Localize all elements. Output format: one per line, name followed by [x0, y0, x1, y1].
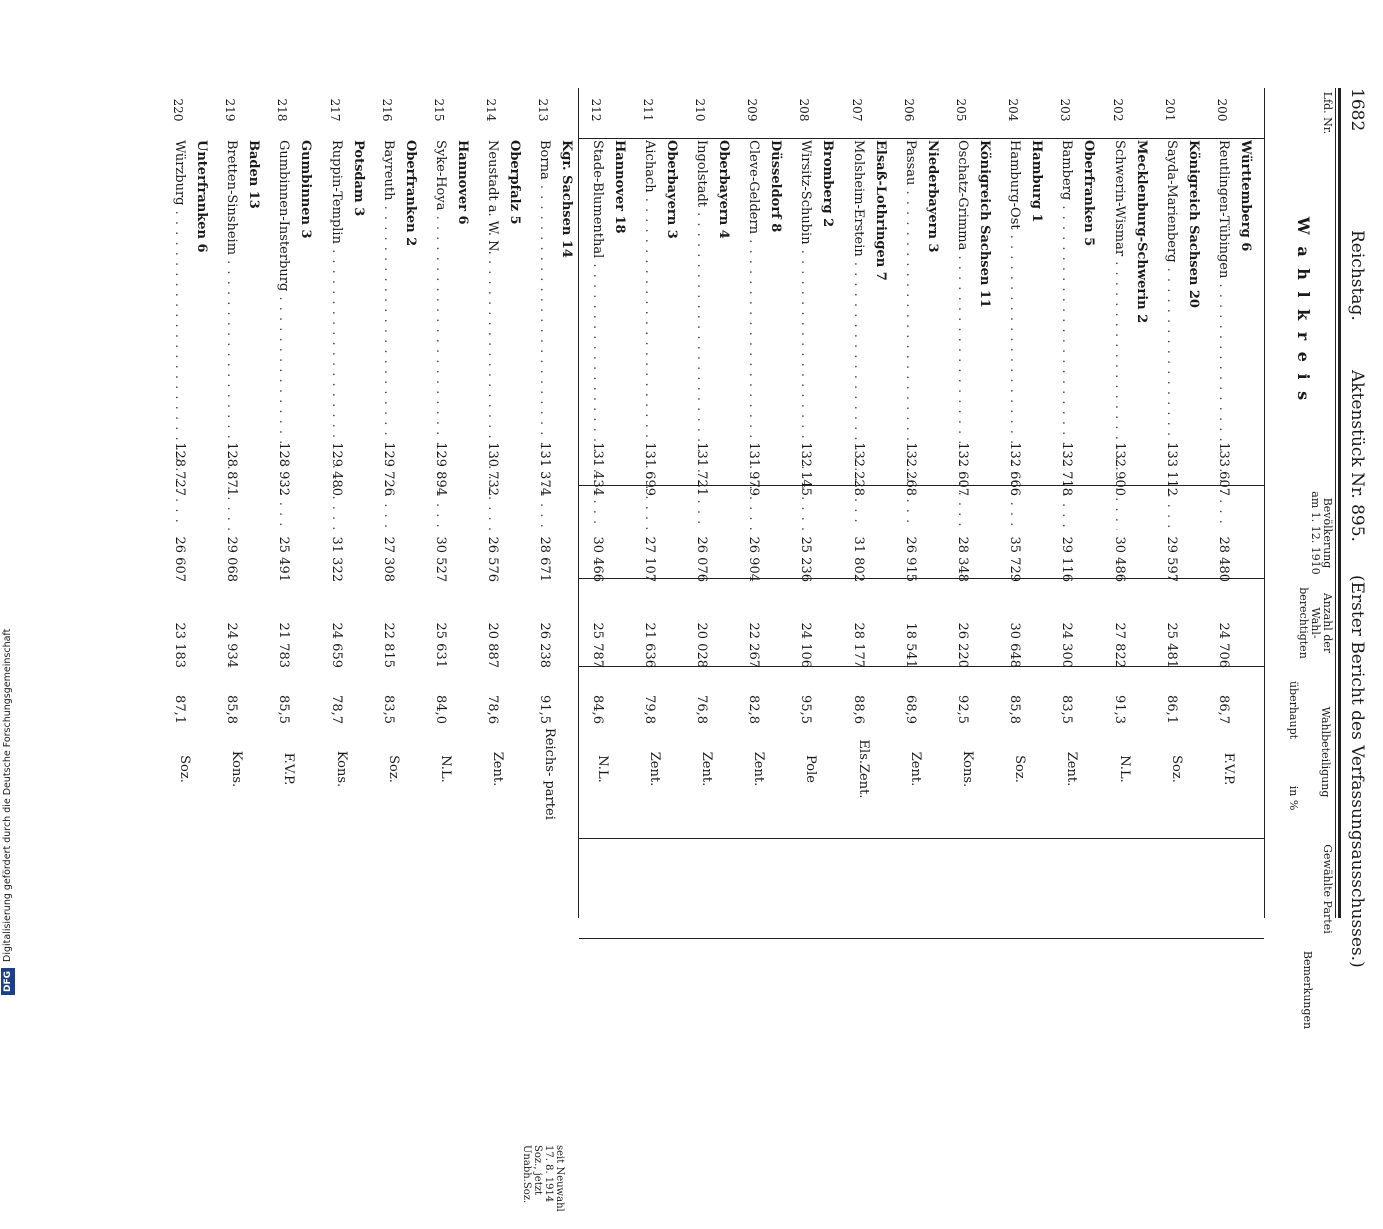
- population-value: 131 979: [746, 442, 762, 496]
- row-number: 213: [536, 98, 551, 122]
- district-name: Elsaß-Lothringen 7: [872, 140, 888, 281]
- district-subname: Reutlingen-Tübingen . . .: [1216, 140, 1231, 530]
- col-bevoelkerung: Bevölkerung am 1. 12. 1910: [1309, 491, 1334, 575]
- turnout-total-value: 24 706: [1216, 622, 1231, 668]
- district-subname: Borna . . .: [537, 140, 552, 530]
- eligible-voters-value: 26 576: [485, 536, 501, 582]
- table-row: [994, 88, 1046, 918]
- turnout-total-value: 27 822: [1111, 622, 1127, 668]
- table-row: [159, 88, 211, 918]
- elected-party: N.L.: [594, 755, 610, 783]
- turnout-percent-value: 91,3: [1111, 695, 1127, 724]
- row-number: 214: [484, 98, 499, 122]
- district-subname: Stade-Blumenthal . . .: [590, 140, 605, 530]
- population-value: 128 727: [172, 442, 187, 496]
- eligible-voters-value: 29 116: [1059, 536, 1075, 582]
- row-number: 201: [1162, 98, 1177, 122]
- turnout-total-value: 21 783: [276, 622, 292, 668]
- table-row: [733, 88, 785, 918]
- district-name: Unterfranken 6: [194, 140, 209, 253]
- logo-mark: DFG: [1, 968, 15, 995]
- district-name: Mecklenburg-Schwerin 2: [1133, 140, 1149, 324]
- eligible-voters-value: 35 729: [1007, 536, 1023, 582]
- eligible-voters-value: 30 466: [589, 536, 605, 582]
- row-number: 212: [588, 98, 603, 122]
- district-subname: Bretten-Sinsheim . . .: [224, 140, 239, 530]
- district-name: Baden 13: [246, 140, 262, 209]
- header-middle: Aktenstück Nr. 895.: [1347, 370, 1367, 542]
- district-subname: Sayda-Marienberg . . .: [1164, 140, 1179, 530]
- table-row: [1099, 88, 1151, 918]
- population-value: 131 434: [589, 442, 605, 496]
- population-value: 132 718: [1059, 442, 1075, 496]
- turnout-total-value: 21 636: [641, 622, 657, 668]
- page-header: [1343, 0, 1373, 1000]
- table-row: [890, 88, 942, 918]
- table-row: [420, 88, 472, 918]
- district-subname: Syke-Hoya . . .: [433, 140, 448, 530]
- table-row: [1046, 88, 1098, 918]
- row-number: 206: [901, 98, 916, 122]
- population-value: 128 932: [276, 442, 292, 496]
- population-value: 128 871: [224, 442, 240, 496]
- turnout-percent-value: 85,8: [1007, 695, 1023, 724]
- elected-party: Zent.: [699, 751, 714, 787]
- table-row: [368, 88, 420, 918]
- table-row: [1151, 88, 1203, 918]
- turnout-total-value: 24 300: [1059, 622, 1075, 668]
- population-value: 132 145: [798, 442, 814, 496]
- population-value: 132 900: [1111, 442, 1127, 496]
- header-rule: [1264, 88, 1265, 918]
- table-row: [838, 88, 890, 918]
- table-row: [942, 88, 994, 918]
- elected-party: Kons.: [333, 750, 349, 788]
- district-subname: Passau . . .: [903, 140, 918, 530]
- row-number: 203: [1058, 98, 1073, 122]
- turnout-percent-value: 76,8: [694, 695, 709, 724]
- turnout-percent-value: 86,1: [1163, 695, 1179, 724]
- table-row: [472, 88, 524, 918]
- col-wahlberechtigte: Anzahl der Wahl- berechtigten: [1297, 587, 1334, 659]
- turnout-percent-value: 86,7: [1216, 695, 1231, 724]
- row-number: 215: [432, 98, 446, 122]
- turnout-total-value: 22 267: [746, 622, 762, 668]
- row-number: 216: [379, 98, 394, 122]
- district-name: Württemberg 6: [1238, 140, 1253, 252]
- turnout-percent-value: 91,5: [537, 695, 553, 724]
- top-rule-thin: [1335, 88, 1336, 918]
- table-row: [263, 88, 315, 918]
- turnout-total-value: 30 648: [1007, 622, 1023, 668]
- turnout-total-value: 24 659: [328, 622, 344, 668]
- elected-party: Soz.: [1168, 755, 1184, 783]
- row-number: 217: [327, 98, 342, 122]
- district-subname: Molsheim-Erstein . . .: [851, 140, 866, 530]
- row-number: 211: [640, 98, 655, 122]
- row-number: 220: [171, 98, 185, 122]
- district-subname: Würzburg . . .: [172, 140, 187, 530]
- turnout-percent-value: 83,5: [1059, 695, 1075, 724]
- col-ueberhaupt: überhaupt: [1287, 680, 1300, 740]
- row-number: 207: [849, 98, 864, 122]
- turnout-total-value: 25 631: [433, 622, 448, 668]
- elected-party: Els.Zent.: [855, 739, 871, 799]
- table-row: [577, 88, 629, 918]
- table-row: [1203, 88, 1255, 918]
- eligible-voters-value: 28 480: [1216, 536, 1231, 582]
- top-rule: [1338, 88, 1341, 918]
- district-name: Hamburg 1: [1029, 140, 1045, 223]
- col-nr: Lfd. Nr.: [1321, 91, 1334, 135]
- elected-party: F.V.P.: [281, 752, 297, 786]
- eligible-voters-value: 31 802: [850, 536, 866, 582]
- side-strip: [0, 600, 16, 995]
- eligible-voters-value: 26 607: [172, 536, 187, 582]
- district-name: Bromberg 2: [820, 140, 836, 228]
- col-prozent: in %: [1287, 785, 1300, 811]
- district-name: Potsdam 3: [350, 140, 366, 217]
- eligible-voters-value: 27 107: [641, 536, 657, 582]
- elected-party: Kons.: [229, 750, 245, 788]
- row-number: 200: [1215, 98, 1229, 122]
- eligible-voters-value: 28 348: [955, 536, 970, 582]
- turnout-total-value: 24 934: [224, 622, 240, 668]
- population-value: 133 112: [1163, 442, 1179, 496]
- elected-party: N.L.: [1116, 755, 1132, 783]
- elected-party: Soz.: [1012, 755, 1028, 783]
- population-value: 133 607: [1216, 442, 1231, 496]
- population-value: 130 732: [485, 442, 501, 496]
- side-note: Digitalisierung gefördert durch die Deutsche Forschungsgemeinschaft: [2, 628, 13, 962]
- page-number: 1682: [1347, 88, 1367, 132]
- elected-party: Soz.: [385, 755, 401, 783]
- row-number: 205: [954, 98, 968, 122]
- population-value: 132 228: [850, 442, 866, 496]
- district-name: Kgr. Sachsen 14: [559, 140, 575, 258]
- population-value: 131 721: [694, 442, 709, 496]
- turnout-percent-value: 78,6: [485, 695, 501, 724]
- turnout-percent-value: 87,1: [172, 695, 187, 724]
- district-subname: Bamberg . . .: [1059, 140, 1074, 530]
- district-subname: Aichach . . .: [642, 140, 657, 530]
- elected-party: Zent.: [751, 751, 767, 787]
- population-value: 132 666: [1007, 442, 1023, 496]
- row-number: 209: [745, 98, 760, 122]
- district-subname: Hamburg-Ost . . .: [1007, 140, 1022, 530]
- col-wahlbeteiligung: Wahlbeteiligung: [1319, 706, 1332, 798]
- district-subname: Wirsitz-Schubin . . .: [798, 140, 813, 530]
- turnout-total-value: 22 815: [380, 622, 396, 668]
- row-number: 202: [1110, 98, 1125, 122]
- elected-party: Pole: [803, 755, 819, 783]
- population-value: 129 894: [433, 442, 448, 496]
- turnout-total-value: 24 106: [798, 622, 814, 668]
- turnout-percent-value: 78,7: [328, 695, 344, 724]
- col-bemerkungen: Bemerkungen: [1301, 950, 1314, 1030]
- eligible-voters-value: 31 322: [328, 536, 344, 582]
- elected-party: Kons.: [960, 750, 975, 788]
- district-name: Oberbayern 4: [716, 140, 731, 239]
- divider: [579, 938, 1264, 939]
- table-row: [524, 88, 576, 918]
- eligible-voters-value: 26 915: [902, 536, 918, 582]
- turnout-percent-value: 83,5: [380, 695, 396, 724]
- eligible-voters-value: 25 491: [276, 536, 292, 582]
- district-name: Oberpfalz 5: [507, 140, 523, 225]
- eligible-voters-value: 30 527: [433, 536, 448, 582]
- district-name: Niederbayern 3: [924, 140, 940, 253]
- turnout-percent-value: 95,5: [798, 695, 814, 724]
- turnout-percent-value: 82,8: [746, 695, 762, 724]
- district-subname: Oschatz-Grimma . . .: [955, 140, 970, 530]
- district-name: Königreich Sachsen 20: [1185, 140, 1201, 308]
- district-subname: Ruppin-Templin . . .: [329, 140, 344, 530]
- table-row: [629, 88, 681, 918]
- district-name: Hannover 6: [455, 140, 470, 225]
- turnout-percent-value: 68,9: [902, 695, 918, 724]
- turnout-percent-value: 84,6: [589, 695, 605, 724]
- table-row: [211, 88, 263, 918]
- elected-party: Soz.: [177, 755, 192, 783]
- district-name: Hannover 18: [611, 140, 627, 234]
- eligible-voters-value: 26 904: [746, 536, 762, 582]
- eligible-voters-value: 28 671: [537, 536, 553, 582]
- turnout-percent-value: 85,5: [276, 695, 292, 724]
- turnout-total-value: 25 787: [589, 622, 605, 668]
- elected-party: Zent.: [1064, 751, 1080, 787]
- population-value: 129 726: [380, 442, 396, 496]
- table-row: [316, 88, 368, 918]
- col-partei: Gewählte Partei: [1321, 844, 1334, 934]
- header-left: Reichstag.: [1347, 230, 1367, 321]
- district-name: Oberfranken 2: [402, 140, 418, 247]
- district-name: Düsseldorf 8: [768, 140, 784, 233]
- eligible-voters-value: 26 076: [694, 536, 709, 582]
- turnout-total-value: 20 028: [694, 622, 709, 668]
- eligible-voters-value: 29 068: [224, 536, 240, 582]
- district-name: Gumbinnen 3: [298, 140, 314, 239]
- population-value: 129 480: [328, 442, 344, 496]
- turnout-percent-value: 88,6: [850, 695, 866, 724]
- row-number: 218: [275, 98, 290, 122]
- table-row: [681, 88, 733, 918]
- col-wahlkreis: W a h l k r e i s: [1294, 216, 1313, 404]
- turnout-total-value: 25 481: [1163, 622, 1179, 668]
- turnout-total-value: 26 220: [955, 622, 970, 668]
- eligible-voters-value: 29 597: [1163, 536, 1179, 582]
- turnout-percent-value: 84,0: [433, 695, 448, 724]
- turnout-total-value: 23 183: [172, 622, 187, 668]
- eligible-voters-value: 30 486: [1111, 536, 1127, 582]
- elected-party: F.V.P.: [1221, 752, 1236, 786]
- eligible-voters-value: 27 308: [380, 536, 396, 582]
- district-subname: Neustadt a. W. N. . . .: [485, 140, 500, 530]
- turnout-percent-value: 92,5: [955, 695, 970, 724]
- elected-party: N.L.: [438, 755, 453, 783]
- row-number: 219: [223, 98, 238, 122]
- elected-party: Reichs- partei: [542, 728, 558, 820]
- population-value: 131 699: [641, 442, 657, 496]
- district-subname: Bayreuth . . .: [381, 140, 396, 530]
- district-subname: Gumbinnen-Insterburg . . .: [276, 140, 291, 530]
- turnout-total-value: 18 541: [902, 622, 918, 668]
- district-subname: Schwerin-Wismar . . .: [1112, 140, 1127, 530]
- district-subname: Cleve-Geldern . . .: [746, 140, 761, 530]
- row-number: 210: [693, 98, 707, 122]
- elected-party: Zent.: [490, 751, 506, 787]
- district-name: Königreich Sachsen 11: [977, 140, 992, 308]
- turnout-percent-value: 85,8: [224, 695, 240, 724]
- elected-party: Zent.: [646, 751, 662, 787]
- table-row: [785, 88, 837, 918]
- turnout-percent-value: 79,8: [641, 695, 657, 724]
- district-subname: Ingolstadt . . .: [694, 140, 709, 530]
- turnout-total-value: 26 238: [537, 622, 553, 668]
- district-name: Oberfranken 5: [1081, 140, 1097, 247]
- turnout-total-value: 28 177: [850, 622, 866, 668]
- elected-party: Zent.: [907, 751, 923, 787]
- district-name: Oberbayern 3: [663, 140, 679, 239]
- eligible-voters-value: 25 236: [798, 536, 814, 582]
- population-value: 132 268: [902, 442, 918, 496]
- population-value: 132 607: [955, 442, 970, 496]
- turnout-total-value: 20 887: [485, 622, 501, 668]
- row-number: 204: [1006, 98, 1021, 122]
- row-number: 208: [797, 98, 812, 122]
- remark: seit Neuwahl 17. 8. 1914 Soz., jetzt Unabh.Soz.: [521, 1145, 565, 1212]
- header-right: (Erster Bericht des Verfassungsausschusses.): [1347, 575, 1367, 968]
- population-value: 131 374: [537, 442, 553, 496]
